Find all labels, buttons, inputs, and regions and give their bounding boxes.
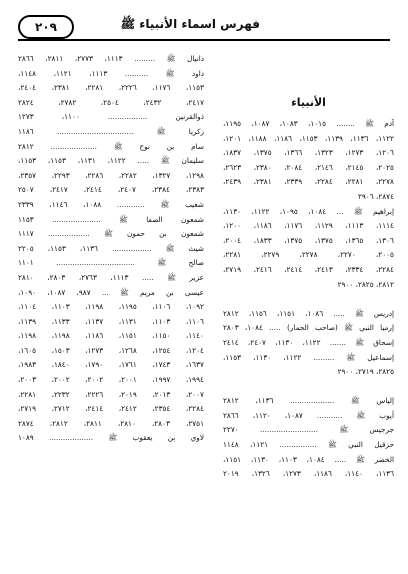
index-entry-line: أيوب ﷺ ........... ١٠٨٧، ١١٢٠، ٢٨٦٦ [223,410,394,420]
index-entry-line: ٢٢٧٨، ٢٢٨١، ٢٢٨٤، ٢٣٣٩، ٢٣٨١، ٢٤٣٩، [223,177,394,187]
right-lines [223,117,394,482]
index-column-right [223,52,394,482]
index-entry-line: ٢٢٨٤، ٢٣٣٤، ٢٤١٣، ٢٤١٤، ٢٤١٦، ٢٧١٩، [223,264,394,274]
index-entry-line: ١٠٩٢، ١١٠٦، ١١٩٥، ١١٩٨، ١١٠٣، ١١٠٤، [18,302,204,312]
index-entry-line: إرميا النبي ﷺ (صاحب الحمار) ..... ١٠٨٤، ٢٨٠٣ [223,323,394,333]
index-entry-line: ٢٧٥١، ٢٨٠٣، ٢٨١٠، ٢٨١١، ٢٨١٢، ٢٨٧٤ [18,418,204,428]
index-entry-line: ٢٠٢٥، ٢١٤٥، ٢١٤٦، ٢٠٨٤، ٢٣٨٠، ٢٦٢٣، [223,162,394,172]
page-title: فهرس اسماء الأنبياء ﷺ [120,17,260,31]
index-entry-line: حزقيل النبي ﷺ ................ ١١٢١، ١١٤٨ [223,440,394,450]
index-entry-line: لاوي بن يعقوب ﷺ ................... ١٠٨٩ [18,433,204,443]
index-entry-line: ٢٠٠٧، ٢٠١٣، ٢٠١٩، ٢٢٢٦، ٢٢٣٢، ٢٢٨١، [18,389,204,399]
index-entry-line: إدريس ﷺ ..... ١٠٨٦، ١١٥١، ١١٥٦، ٢٨١٢ [223,308,394,318]
page-header [18,15,390,41]
index-entry-line: صالح ﷺ .................................. ١١٠١ [18,258,204,268]
index-entry-line: ٢٨٧٤، ٢٩٠٦ [357,191,394,201]
index-entry-line: ١٦٣٧، ١٧٤٣، ١٧٦١، ١٧٩٠، ١٨٤٠، ١٩٨٣، [18,360,204,370]
index-entry-line: دانيال ﷺ ......... ١١١٣، ٢٧٧٣، ٢٨١١، ٢٨٦٦ [18,54,204,63]
section-title: الأنبياء [291,96,326,109]
index-entry-line: ٢٢٨٤، ٢٣٥٤، ٢٤١٢، ٢٤١٤، ٢٧١٢، ٢٧١٩، [18,404,204,414]
index-entry-line: ١١٤٠، ١١٥٠، ١١٥١، ١١٨٦، ١١٩٨، ١١٩٨، [18,331,204,341]
index-entry-line: ١٢٠٦، ١٢٧٣، ١٣٢٣، ١٣٦٦، ١٣٧٥، ١٨٣٧، [223,148,394,158]
index-entry-line: إسحاق ﷺ ....... ١١٢٢، ١١٣٠، ٢٤٠٧، ٢٤١٤ [223,337,394,347]
index-entry-line: سليمان ﷺ ..... ١١٢٢، ١١٣١، ١١٥٣، ١١٥٣، [18,156,204,166]
index-entry-line: سام بن نوح ﷺ .................... ٢٨١٢ [18,141,204,151]
index-entry-line: إلياس ﷺ ................... ١١٣٦، ٢٨١٢ [223,396,394,406]
index-entry-line: شمعون بن حمون ﷺ .................. ١١١٧ [18,229,204,239]
index-entry-line: ١١٢٢، ١١٣٦، ١١٣٩، ١١٥٣، ١١٨٦، ١١٨٨، ١٢٠١، [223,133,394,143]
index-entry-line: ١١١٤، ١١١٣، ١١٢٩، ١١٧٦، ١١٨٦، ١٢٠٠، [223,221,394,231]
index-entry-line: ٢٨١٢، ٢٨٢٥، ٢٩٠٠ [337,279,394,289]
index-entry-line: شعيب ﷺ ............ ١٠٨٨، ١١٤٦، ٢٣٣٩ [18,199,204,209]
index-entry-line: ١١٥٣، ١١٧٦، ٢٢٢٦، ٢٢٨١، ٢٣٨١، ٢٤٠٤، [18,83,204,93]
index-entry-line: ١٢٠٤، ١٢٥٤، ١٢٦٨، ١٢٧٣، ١٥٠٣، ١٦٠٥، [18,345,204,355]
index-entry-line: إبراهيم ﷺ ... ١٠٨٤، ١٠٩٥، ١١٢٢، ١١٣٠، [223,206,394,216]
index-entry-line: عيسى بن مريم ﷺ ... ٩٨٧، ١٠٨٧، ١٠٩٠، [18,287,204,297]
index-entry-line: ١٢٩٨، ١٣٢٧، ٢٢٨٢، ٢٢٨٦، ٢٢٩٣، ٢٣٥٧، [18,170,204,180]
index-entry-line: إسماعيل ﷺ ......... ١١٢٢، ١١٣٠، ١١٥٣، [223,352,394,362]
index-entry-line: ٢٣٨٣، ٢٣٨٤، ٢٤٠٧، ٢٤١٤، ٢٤١٧، ٢٥٠٧ [18,185,204,195]
index-entry-line: ١٩٩٤، ١٩٩٧، ٢٠٠١، ٢٠٠٢، ٢٠٠٢، ٢٠٠٣، [18,375,204,385]
index-entry-line: زكريا ﷺ ................................. ١١٨٦ [18,126,204,136]
index-entry-line: ١١٠٦، ١١٠٣، ١١٣١، ١١٣٧، ١١٣٣، ١١٣٩، [18,316,204,326]
index-entry-line: شيث ﷺ ................. ١١٣٦، ١١٥٣، ٢٢٠٥ [18,243,204,253]
index-entry-line: ٢٠٠٥، ٢٢٧٠، ٢٢٧٨، ٢٢٧٩، ٢٢٨١، [223,250,394,260]
index-column-left [18,52,204,446]
index-entry-line: شمعون الصفا ﷺ ..................... ١١٥٣ [18,214,204,224]
index-entry-line: داود ﷺ .......... ١١١٣، ١١٢١، ١١٤٨، [18,68,204,78]
page-number: ٢٠٩ [18,15,74,39]
index-entry-line: ١٣٠٦، ١٣٦٥، ١٣٧٥، ١٣٧٥، ١٨٣٣، ٢٠٠٤، [223,235,394,245]
index-entry-line: ٢٤١٧، ٢٤٣٢، ٢٥٠٤، ٢٧٨٢، ٢٨٢٤ [18,97,204,107]
index-entry-line: ذوالقرنين ................. ١١٠٠، ١٢٧٣ [18,112,204,122]
index-entry-line: ٢٨٢٥، ٢٧١٩، ٢٩٠٠ [337,367,394,377]
index-entry-line: عزير ﷺ ..... ١١١٣، ٢٧٦٣، ٢٨٠٣، ٢٨١٠ [18,272,204,282]
left-lines [18,52,204,446]
index-entry-line: ١١٣٦، ١١٤٠، ١١٨٦، ١٢٧٣، ١٣٢٦، ٢٠١٩ [223,469,394,479]
index-entry-line: آدم ﷺ ........ ١٠١٥، ١٠٨٣، ١٠٨٧، ١١٩٥، [223,119,394,128]
index-entry-line: جرجيس ﷺ ......................... ٢٢٧٠ [223,425,394,435]
index-entry-line: الخضر ﷺ ..... ١٠٨٤، ١١٠٣، ١١٣٠، ١١٥١، [223,454,394,464]
